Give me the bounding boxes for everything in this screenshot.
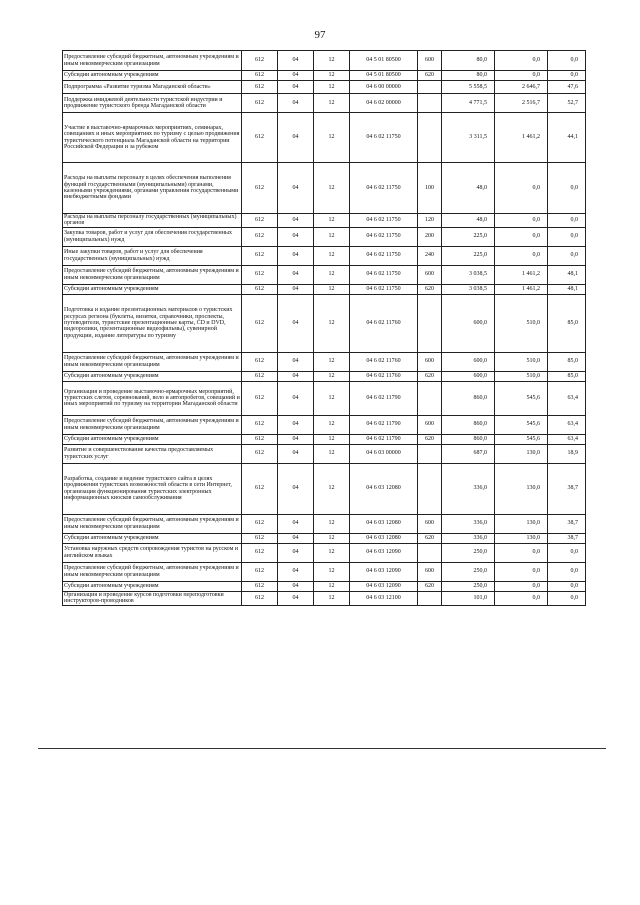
cell-expense: 600 <box>418 562 442 581</box>
cell-y2: 0,0 <box>495 543 548 562</box>
cell-y2: 2 516,7 <box>495 94 548 113</box>
cell-ministry: 612 <box>242 81 278 94</box>
cell-y1: 101,0 <box>442 591 495 605</box>
cell-y1: 860,0 <box>442 381 495 415</box>
cell-expense <box>418 81 442 94</box>
cell-ministry: 612 <box>242 581 278 591</box>
cell-name: Предоставление субсидий бюджетным, автономным учреждениям и иным некоммерческим организациям <box>63 514 242 533</box>
table-row <box>63 81 586 94</box>
cell-expense: 200 <box>418 227 442 246</box>
table-row <box>63 463 586 514</box>
cell-target: 04 6 03 12080 <box>350 533 418 543</box>
cell-y3: 0,0 <box>548 51 586 71</box>
cell-y2: 545,6 <box>495 434 548 444</box>
cell-y2: 0,0 <box>495 246 548 265</box>
cell-section: 04 <box>278 71 314 81</box>
cell-section: 04 <box>278 581 314 591</box>
cell-expense <box>418 94 442 113</box>
cell-ministry: 612 <box>242 444 278 463</box>
cell-y1: 600,0 <box>442 371 495 381</box>
cell-subsection: 12 <box>314 163 350 214</box>
cell-ministry: 612 <box>242 265 278 284</box>
cell-name: Предоставление субсидий бюджетным, автономным учреждениям и иным некоммерческим организациям <box>63 51 242 71</box>
cell-ministry: 612 <box>242 284 278 294</box>
cell-subsection: 12 <box>314 284 350 294</box>
cell-y3: 0,0 <box>548 214 586 228</box>
cell-y1: 48,0 <box>442 214 495 228</box>
cell-y3: 0,0 <box>548 562 586 581</box>
cell-expense: 600 <box>418 51 442 71</box>
cell-target: 04 6 02 11790 <box>350 381 418 415</box>
cell-y2: 130,0 <box>495 444 548 463</box>
table-row <box>63 562 586 581</box>
cell-subsection: 12 <box>314 533 350 543</box>
cell-target: 04 6 02 11750 <box>350 163 418 214</box>
cell-subsection: 12 <box>314 214 350 228</box>
cell-y2: 130,0 <box>495 514 548 533</box>
cell-name: Субсидии автономным учреждениям <box>63 371 242 381</box>
budget-table <box>62 50 586 606</box>
cell-expense: 600 <box>418 265 442 284</box>
cell-ministry: 612 <box>242 227 278 246</box>
table-row <box>63 163 586 214</box>
cell-ministry: 612 <box>242 415 278 434</box>
cell-y2: 1 461,2 <box>495 284 548 294</box>
cell-ministry: 612 <box>242 514 278 533</box>
cell-name: Участие в выставочно-ярмарочных мероприятиях, семинарах, совещаниях и иных мероприятиях по туризму с целью продвижения туристического потенциала Магаданской области на территории Российской Федерации и за рубежом <box>63 113 242 163</box>
cell-ministry: 612 <box>242 294 278 352</box>
cell-expense: 600 <box>418 514 442 533</box>
cell-target: 04 6 03 12090 <box>350 543 418 562</box>
cell-y1: 336,0 <box>442 514 495 533</box>
cell-section: 04 <box>278 163 314 214</box>
cell-subsection: 12 <box>314 352 350 371</box>
cell-expense <box>418 543 442 562</box>
cell-subsection: 12 <box>314 562 350 581</box>
cell-y2: 0,0 <box>495 163 548 214</box>
cell-ministry: 612 <box>242 113 278 163</box>
cell-subsection: 12 <box>314 463 350 514</box>
cell-target: 04 6 03 12090 <box>350 562 418 581</box>
cell-ministry: 612 <box>242 543 278 562</box>
cell-y2: 510,0 <box>495 371 548 381</box>
cell-y1: 860,0 <box>442 434 495 444</box>
cell-section: 04 <box>278 444 314 463</box>
cell-section: 04 <box>278 591 314 605</box>
table-row <box>63 227 586 246</box>
cell-y1: 3 311,5 <box>442 113 495 163</box>
table-row <box>63 415 586 434</box>
cell-name: Предоставление субсидий бюджетным, автономным учреждениям и иным некоммерческим организациям <box>63 265 242 284</box>
cell-y1: 3 038,5 <box>442 284 495 294</box>
cell-section: 04 <box>278 352 314 371</box>
cell-y2: 0,0 <box>495 581 548 591</box>
cell-section: 04 <box>278 463 314 514</box>
cell-expense <box>418 591 442 605</box>
cell-name: Субсидии автономным учреждениям <box>63 581 242 591</box>
cell-target: 04 6 03 12080 <box>350 463 418 514</box>
cell-y1: 5 558,5 <box>442 81 495 94</box>
cell-expense: 600 <box>418 415 442 434</box>
cell-name: Установка наружных средств сопровождения туристов на русском и английском языках <box>63 543 242 562</box>
cell-subsection: 12 <box>314 265 350 284</box>
cell-target: 04 6 02 11750 <box>350 113 418 163</box>
cell-name: Подготовка и издание презентационных материалов о туристских ресурсах региона (буклеты, визитки, справочники, проспекты, путеводители, туристские презентационные карты, CD и DVD, видеоролики, презентационные видеофильмы), сувенирной продукции, издание литературы по туризму <box>63 294 242 352</box>
cell-y2: 0,0 <box>495 591 548 605</box>
cell-y1: 250,0 <box>442 581 495 591</box>
cell-ministry: 612 <box>242 246 278 265</box>
cell-y2: 510,0 <box>495 294 548 352</box>
cell-y3: 48,1 <box>548 284 586 294</box>
cell-y1: 250,0 <box>442 562 495 581</box>
cell-expense <box>418 381 442 415</box>
cell-y3: 85,0 <box>548 352 586 371</box>
cell-target: 04 6 03 12090 <box>350 581 418 591</box>
table-row <box>63 214 586 228</box>
cell-name: Иные закупки товаров, работ и услуг для обеспечения государственных (муниципальных) нужд <box>63 246 242 265</box>
cell-target: 04 6 02 11750 <box>350 214 418 228</box>
cell-section: 04 <box>278 214 314 228</box>
cell-subsection: 12 <box>314 415 350 434</box>
cell-name: Поддержка имиджевой деятельности туристской индустрии и продвижение туристского бренда Магаданской области <box>63 94 242 113</box>
cell-y1: 600,0 <box>442 294 495 352</box>
cell-ministry: 612 <box>242 562 278 581</box>
cell-target: 04 6 03 12100 <box>350 591 418 605</box>
cell-target: 04 6 02 11760 <box>350 294 418 352</box>
cell-subsection: 12 <box>314 294 350 352</box>
cell-y3: 85,0 <box>548 294 586 352</box>
cell-expense: 620 <box>418 71 442 81</box>
cell-target: 04 6 02 11760 <box>350 352 418 371</box>
cell-ministry: 612 <box>242 463 278 514</box>
cell-subsection: 12 <box>314 581 350 591</box>
cell-y3: 0,0 <box>548 543 586 562</box>
cell-ministry: 612 <box>242 533 278 543</box>
cell-y2: 0,0 <box>495 562 548 581</box>
cell-ministry: 612 <box>242 163 278 214</box>
cell-target: 04 6 03 12080 <box>350 514 418 533</box>
cell-y3: 63,4 <box>548 381 586 415</box>
cell-subsection: 12 <box>314 227 350 246</box>
cell-target: 04 6 03 00000 <box>350 444 418 463</box>
cell-name: Организация и проведение выставочно-ярмарочных мероприятий, туристских слетов, соревнований, вело и автопробегов, совещаний и иных мероприятий по туризму на территории Магаданской области <box>63 381 242 415</box>
cell-target: 04 6 02 11750 <box>350 227 418 246</box>
cell-y3: 63,4 <box>548 415 586 434</box>
cell-y3: 0,0 <box>548 163 586 214</box>
cell-name: Подпрограмма «Развитие туризма Магаданской области» <box>63 81 242 94</box>
cell-target: 04 6 02 11750 <box>350 246 418 265</box>
cell-subsection: 12 <box>314 94 350 113</box>
cell-ministry: 612 <box>242 434 278 444</box>
table-row <box>63 581 586 591</box>
cell-y3: 0,0 <box>548 227 586 246</box>
table-row <box>63 284 586 294</box>
cell-y3: 85,0 <box>548 371 586 381</box>
cell-name: Субсидии автономным учреждениям <box>63 284 242 294</box>
cell-y1: 3 038,5 <box>442 265 495 284</box>
cell-y1: 48,0 <box>442 163 495 214</box>
cell-subsection: 12 <box>314 381 350 415</box>
cell-y1: 225,0 <box>442 227 495 246</box>
cell-ministry: 612 <box>242 352 278 371</box>
cell-section: 04 <box>278 434 314 444</box>
cell-name: Субсидии автономным учреждениям <box>63 533 242 543</box>
cell-section: 04 <box>278 246 314 265</box>
cell-y2: 1 461,2 <box>495 113 548 163</box>
table-row <box>63 444 586 463</box>
cell-y1: 250,0 <box>442 543 495 562</box>
cell-expense <box>418 444 442 463</box>
cell-y3: 0,0 <box>548 581 586 591</box>
cell-name: Закупка товаров, работ и услуг для обеспечения государственных (муниципальных) нужд <box>63 227 242 246</box>
cell-section: 04 <box>278 265 314 284</box>
cell-subsection: 12 <box>314 543 350 562</box>
cell-subsection: 12 <box>314 81 350 94</box>
cell-y1: 860,0 <box>442 415 495 434</box>
table-row <box>63 352 586 371</box>
cell-target: 04 6 02 11790 <box>350 434 418 444</box>
cell-section: 04 <box>278 51 314 71</box>
cell-target: 04 6 02 11750 <box>350 265 418 284</box>
cell-y1: 336,0 <box>442 533 495 543</box>
cell-section: 04 <box>278 415 314 434</box>
cell-y1: 225,0 <box>442 246 495 265</box>
cell-y3: 38,7 <box>548 533 586 543</box>
cell-name: Предоставление субсидий бюджетным, автономным учреждениям и иным некоммерческим организациям <box>63 562 242 581</box>
cell-y1: 80,0 <box>442 51 495 71</box>
table-row <box>63 113 586 163</box>
table-row <box>63 543 586 562</box>
cell-target: 04 6 02 11790 <box>350 415 418 434</box>
cell-y3: 47,6 <box>548 81 586 94</box>
cell-subsection: 12 <box>314 591 350 605</box>
cell-y2: 2 646,7 <box>495 81 548 94</box>
table-row <box>63 514 586 533</box>
table-row <box>63 381 586 415</box>
cell-y2: 130,0 <box>495 533 548 543</box>
table-row <box>63 246 586 265</box>
cell-y3: 0,0 <box>548 591 586 605</box>
cell-name: Расходы на выплаты персоналу в целях обеспечения выполнения функций государственными (муниципальными) органами, казенными учреждениями, органами управления государственными внебюджетными фондами <box>63 163 242 214</box>
cell-expense: 620 <box>418 581 442 591</box>
cell-ministry: 612 <box>242 381 278 415</box>
cell-y1: 600,0 <box>442 352 495 371</box>
cell-y1: 4 771,5 <box>442 94 495 113</box>
cell-expense <box>418 294 442 352</box>
table-row <box>63 51 586 71</box>
cell-y1: 336,0 <box>442 463 495 514</box>
cell-ministry: 612 <box>242 51 278 71</box>
cell-subsection: 12 <box>314 514 350 533</box>
cell-y3: 38,7 <box>548 463 586 514</box>
cell-target: 04 6 02 11750 <box>350 284 418 294</box>
cell-subsection: 12 <box>314 113 350 163</box>
cell-target: 04 5 01 80500 <box>350 71 418 81</box>
cell-expense: 600 <box>418 352 442 371</box>
cell-section: 04 <box>278 94 314 113</box>
cell-subsection: 12 <box>314 246 350 265</box>
cell-subsection: 12 <box>314 434 350 444</box>
cell-subsection: 12 <box>314 71 350 81</box>
table-row <box>63 533 586 543</box>
table-row <box>63 294 586 352</box>
page-number: 97 <box>314 29 326 41</box>
cell-y2: 545,6 <box>495 415 548 434</box>
cell-ministry: 612 <box>242 371 278 381</box>
cell-name: Субсидии автономным учреждениям <box>63 71 242 81</box>
cell-name: Предоставление субсидий бюджетным, автономным учреждениям и иным некоммерческим организациям <box>63 415 242 434</box>
cell-y2: 0,0 <box>495 51 548 71</box>
cell-section: 04 <box>278 113 314 163</box>
cell-target: 04 6 02 11760 <box>350 371 418 381</box>
cell-ministry: 612 <box>242 71 278 81</box>
cell-name: Развитие и совершенствование качества предоставляемых туристских услуг <box>63 444 242 463</box>
footer-divider <box>38 748 606 749</box>
cell-name: Разработка, создание и ведение туристского сайта в целях продвижения туристских возможностей области в сети Интернет, организация функционирования туристских электронных информационных киосков самообслуживания <box>63 463 242 514</box>
cell-section: 04 <box>278 371 314 381</box>
cell-expense: 100 <box>418 163 442 214</box>
cell-ministry: 612 <box>242 94 278 113</box>
cell-y3: 48,1 <box>548 265 586 284</box>
cell-section: 04 <box>278 381 314 415</box>
cell-section: 04 <box>278 294 314 352</box>
cell-section: 04 <box>278 227 314 246</box>
cell-y2: 130,0 <box>495 463 548 514</box>
cell-y2: 1 461,2 <box>495 265 548 284</box>
cell-name: Организация и проведение курсов подготовки переподготовки инструкторов-проводников <box>63 591 242 605</box>
cell-section: 04 <box>278 533 314 543</box>
cell-y3: 38,7 <box>548 514 586 533</box>
cell-y2: 0,0 <box>495 214 548 228</box>
table-row <box>63 434 586 444</box>
cell-ministry: 612 <box>242 591 278 605</box>
cell-y1: 80,0 <box>442 71 495 81</box>
cell-y2: 0,0 <box>495 227 548 246</box>
cell-y3: 52,7 <box>548 94 586 113</box>
table-row <box>63 371 586 381</box>
cell-section: 04 <box>278 562 314 581</box>
table-row <box>63 265 586 284</box>
cell-subsection: 12 <box>314 371 350 381</box>
cell-expense: 120 <box>418 214 442 228</box>
cell-expense: 620 <box>418 284 442 294</box>
cell-target: 04 6 02 00000 <box>350 94 418 113</box>
cell-section: 04 <box>278 284 314 294</box>
table-row <box>63 71 586 81</box>
cell-y3: 18,9 <box>548 444 586 463</box>
cell-name: Предоставление субсидий бюджетным, автономным учреждениям и иным некоммерческим организациям <box>63 352 242 371</box>
cell-expense <box>418 113 442 163</box>
cell-expense: 620 <box>418 533 442 543</box>
cell-expense: 240 <box>418 246 442 265</box>
cell-y2: 545,6 <box>495 381 548 415</box>
cell-y3: 63,4 <box>548 434 586 444</box>
cell-target: 04 5 01 80500 <box>350 51 418 71</box>
cell-expense: 620 <box>418 434 442 444</box>
cell-y3: 44,1 <box>548 113 586 163</box>
cell-y2: 510,0 <box>495 352 548 371</box>
cell-y1: 687,0 <box>442 444 495 463</box>
cell-ministry: 612 <box>242 214 278 228</box>
cell-section: 04 <box>278 514 314 533</box>
cell-y3: 0,0 <box>548 246 586 265</box>
cell-expense <box>418 463 442 514</box>
table-row <box>63 94 586 113</box>
cell-name: Расходы на выплаты персоналу государственных (муниципальных) органов <box>63 214 242 228</box>
cell-section: 04 <box>278 81 314 94</box>
cell-section: 04 <box>278 543 314 562</box>
cell-subsection: 12 <box>314 444 350 463</box>
cell-y2: 0,0 <box>495 71 548 81</box>
cell-subsection: 12 <box>314 51 350 71</box>
cell-y3: 0,0 <box>548 71 586 81</box>
table-row <box>63 591 586 605</box>
cell-target: 04 6 00 00000 <box>350 81 418 94</box>
cell-expense: 620 <box>418 371 442 381</box>
cell-name: Субсидии автономным учреждениям <box>63 434 242 444</box>
